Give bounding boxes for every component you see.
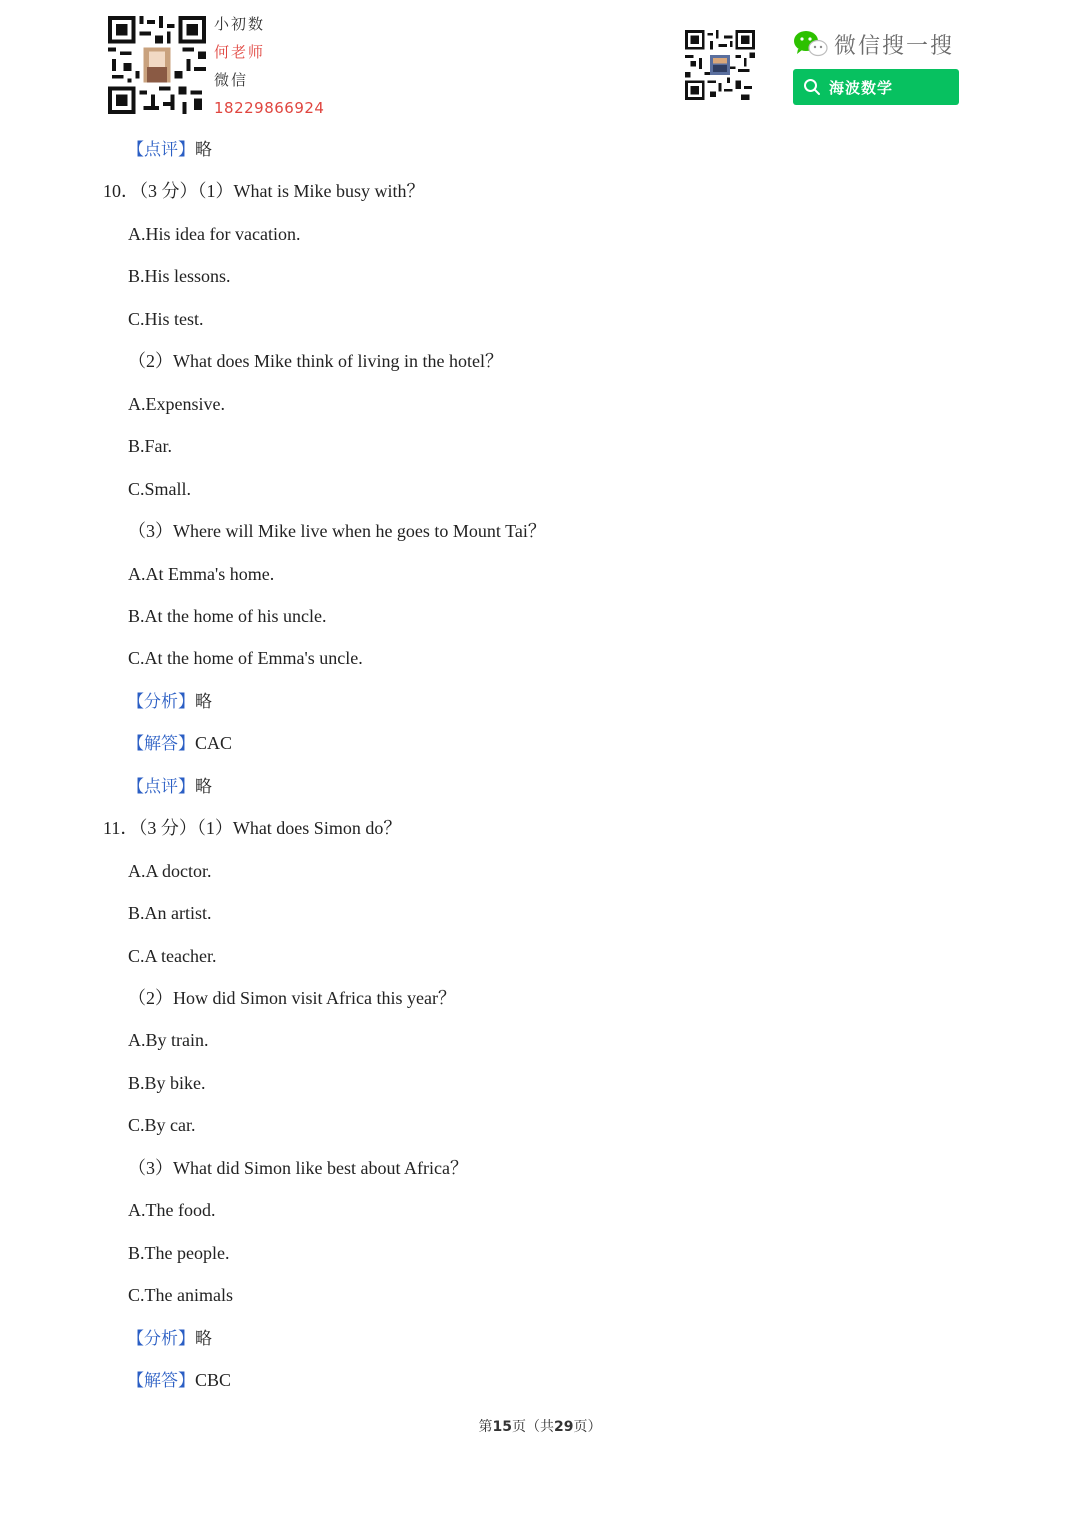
answer-line [127,690,212,713]
option-text: A.A doctor. [128,860,212,881]
option-text: C.Small. [128,478,192,499]
sub-question-line [128,520,546,542]
answer-text: CBC [195,1370,232,1391]
answer-tag: 【点评】 [127,776,195,797]
answer-line [127,138,212,161]
wechat-search-title [792,26,954,62]
sub-question-line [128,350,503,372]
page-header [0,0,1080,125]
option-line [128,1242,229,1264]
option-text: B.His lessons. [128,266,231,287]
footer-middle: 页（共 [512,1419,554,1435]
option-text: A.Expensive. [128,393,225,414]
option-line [128,647,363,669]
footer-prefix: 第 [478,1419,493,1435]
answer-text: 略 [195,691,212,712]
option-text: B.Far. [128,436,173,457]
option-line [128,308,204,330]
sub-question-text: （3）What did Simon like best about Africa？ [128,1157,468,1178]
question-line [103,817,401,839]
question-text: 11．（3 分）（1）What does Simon do？ [103,818,402,839]
footer-suffix: 页） [573,1419,602,1435]
qr-code-left [108,16,206,114]
answer-text: 略 [195,140,212,160]
option-line [128,223,300,245]
contact-line-1: 小初数 [214,15,266,33]
option-text: C.At the home of Emma's uncle. [128,648,363,669]
option-line [128,1114,196,1136]
option-line [128,860,212,882]
option-line [128,1029,209,1051]
option-text: B.An artist. [128,903,212,924]
option-text: A.The food. [128,1200,216,1221]
option-line [128,605,326,627]
option-line [128,1199,215,1221]
answer-tag: 【分析】 [127,691,195,712]
footer-total-pages: 29 [554,1419,574,1435]
wechat-title-text: 微信搜一搜 [834,33,955,59]
search-icon [803,78,821,96]
option-line [128,265,231,287]
option-text: B.By bike. [128,1072,206,1093]
contact-info [214,12,324,124]
option-text: A.His idea for vacation. [128,223,301,244]
option-line [128,902,212,924]
question-line [103,180,425,202]
answer-text: 略 [195,776,212,797]
option-line [128,393,225,415]
wechat-logo-icon [792,29,828,59]
sub-question-text: （3）Where will Mike live when he goes to Mount Tai？ [128,521,546,542]
option-text: C.A teacher. [128,945,217,966]
option-line [128,1072,206,1094]
answer-text: CAC [195,733,233,754]
answer-line [127,732,232,755]
answer-tag: 【分析】 [127,1328,195,1349]
sub-question-line [128,1157,468,1179]
option-line [128,1284,233,1306]
option-line [128,478,191,500]
option-line [128,563,274,585]
option-text: B.The people. [128,1242,230,1263]
answer-tag: 【解答】 [127,734,195,755]
answer-text: 略 [195,1328,212,1349]
option-text: C.By car. [128,1115,196,1136]
sub-question-line [128,987,456,1009]
page-footer [0,1416,1080,1436]
answer-line [127,1369,231,1392]
option-line [128,945,216,967]
question-text: 10．（3 分）（1）What is Mike busy with？ [103,181,425,202]
option-text: C.His test. [128,308,204,329]
option-text: C.The animals [128,1285,233,1306]
answer-line [127,775,212,798]
option-line [128,435,172,457]
option-text: B.At the home of his uncle. [128,605,327,626]
search-button[interactable] [793,69,959,105]
search-button-label: 海波数学 [829,78,894,97]
contact-line-3: 微信 [214,71,249,89]
sub-question-text: （2）What does Mike think of living in the hotel？ [128,351,503,372]
option-text: A.By train. [128,1030,209,1051]
answer-tag: 【点评】 [127,140,195,160]
contact-phone: 18229866924 [214,99,325,117]
option-text: A.At Emma's home. [128,563,275,584]
contact-line-2: 何老师 [214,43,266,61]
qr-code-right [685,30,755,100]
answer-tag: 【解答】 [127,1371,195,1392]
answer-line [127,1327,212,1350]
sub-question-text: （2）How did Simon visit Africa this year？ [128,988,456,1008]
footer-page-number: 15 [492,1419,512,1435]
